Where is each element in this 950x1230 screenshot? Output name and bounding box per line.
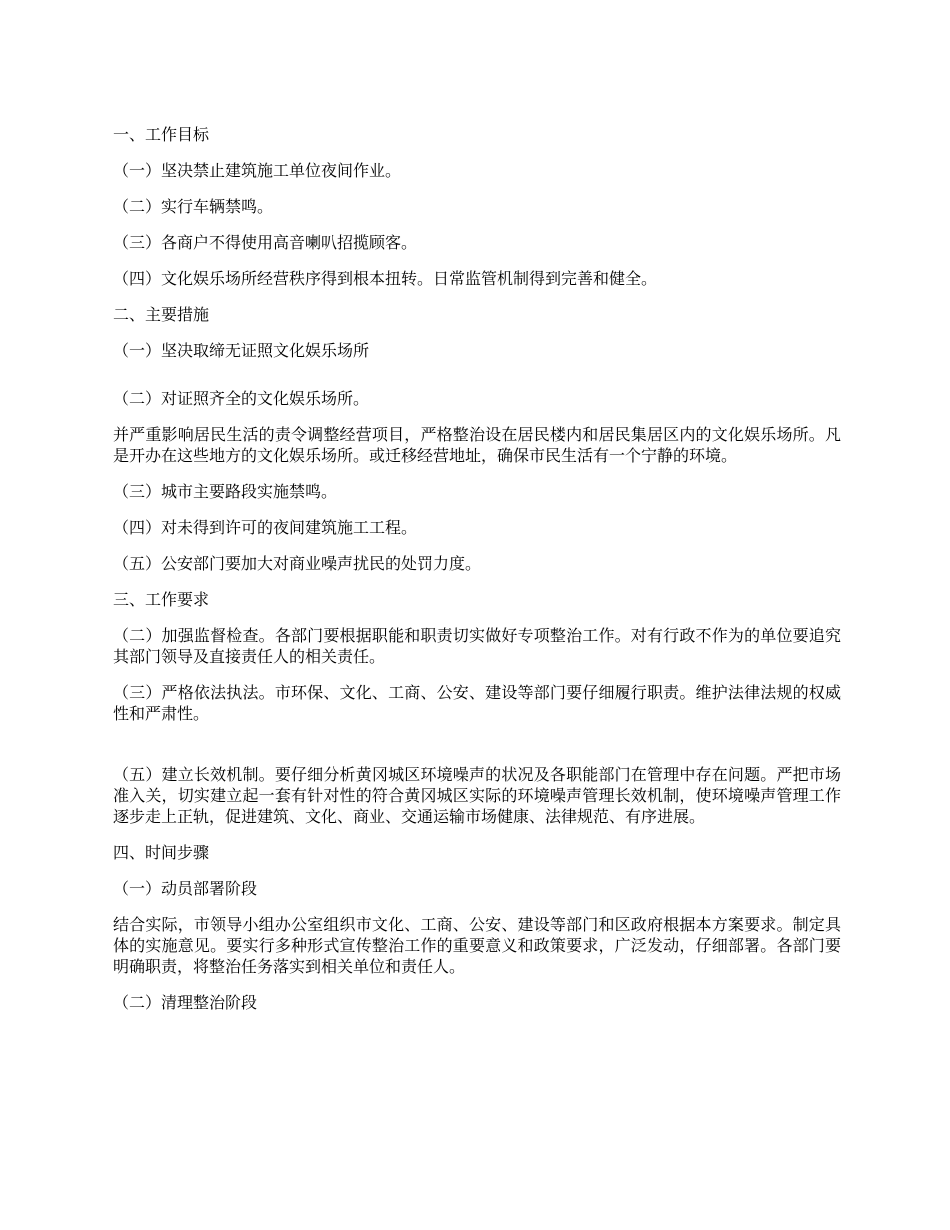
requirement-item-3: （三）严格依法执法。市环保、文化、工商、公安、建设等部门要仔细履行职责。维护法律法规的权威性和严肃性。 (113, 683, 841, 723)
goal-item-3: （三）各商户不得使用高音喇叭招揽顾客。 (113, 233, 418, 252)
goal-item-2: （二）实行车辆禁鸣。 (113, 197, 274, 216)
document-body (113, 124, 841, 1028)
requirement-item-5: （五）建立长效机制。要仔细分析黄冈城区环境噪声的状况及各职能部门在管理中存在问题。严把市场准入关，切实建立起一套有针对性的符合黄冈城区实际的环境噪声管理长效机制，使环境噪声管理工作逐步走上正轨，促进建筑、文化、商业、交通运输市场健康、法律规范、有序进展。 (113, 765, 841, 826)
measure-item-2-detail: 并严重影响居民生活的责令调整经营项目，严格整治设在居民楼内和居民集居区内的文化娱乐场所。凡是开办在这些地方的文化娱乐场所。或迁移经营地址，确保市民生活有一个宁静的环境。 (113, 425, 841, 465)
measure-item-2: （二）对证照齐全的文化娱乐场所。 (113, 389, 370, 408)
measure-item-4: （四）对未得到许可的夜间建筑施工工程。 (113, 518, 418, 537)
goal-item-4: （四）文化娱乐场所经营秩序得到根本扭转。日常监管机制得到完善和健全。 (113, 269, 658, 288)
schedule-stage-1-detail: 结合实际，市领导小组办公室组织市文化、工商、公安、建设等部门和区政府根据本方案要求。制定具体的实施意见。要实行多种形式宣传整治工作的重要意义和政策要求，广泛发动，仔细部署。各部门要明确职责，将整治任务落实到相关单位和责任人。 (113, 915, 841, 976)
schedule-stage-2: （二）清理整治阶段 (113, 993, 258, 1012)
measure-item-1: （一）坚决取缔无证照文化娱乐场所 (113, 341, 370, 360)
section-heading-requirements: 三、工作要求 (113, 590, 210, 609)
section-heading-measures: 二、主要措施 (113, 305, 210, 324)
requirement-item-2: （二）加强监督检查。各部门要根据职能和职责切实做好专项整治工作。对有行政不作为的单位要追究其部门领导及直接责任人的相关责任。 (113, 626, 841, 666)
section-heading-goals: 一、工作目标 (113, 125, 210, 144)
goal-item-1: （一）坚决禁止建筑施工单位夜间作业。 (113, 161, 402, 180)
measure-item-3: （三）城市主要路段实施禁鸣。 (113, 482, 338, 501)
schedule-stage-1: （一）动员部署阶段 (113, 879, 258, 898)
section-heading-schedule: 四、时间步骤 (113, 843, 210, 862)
measure-item-5: （五）公安部门要加大对商业噪声扰民的处罚力度。 (113, 554, 482, 573)
